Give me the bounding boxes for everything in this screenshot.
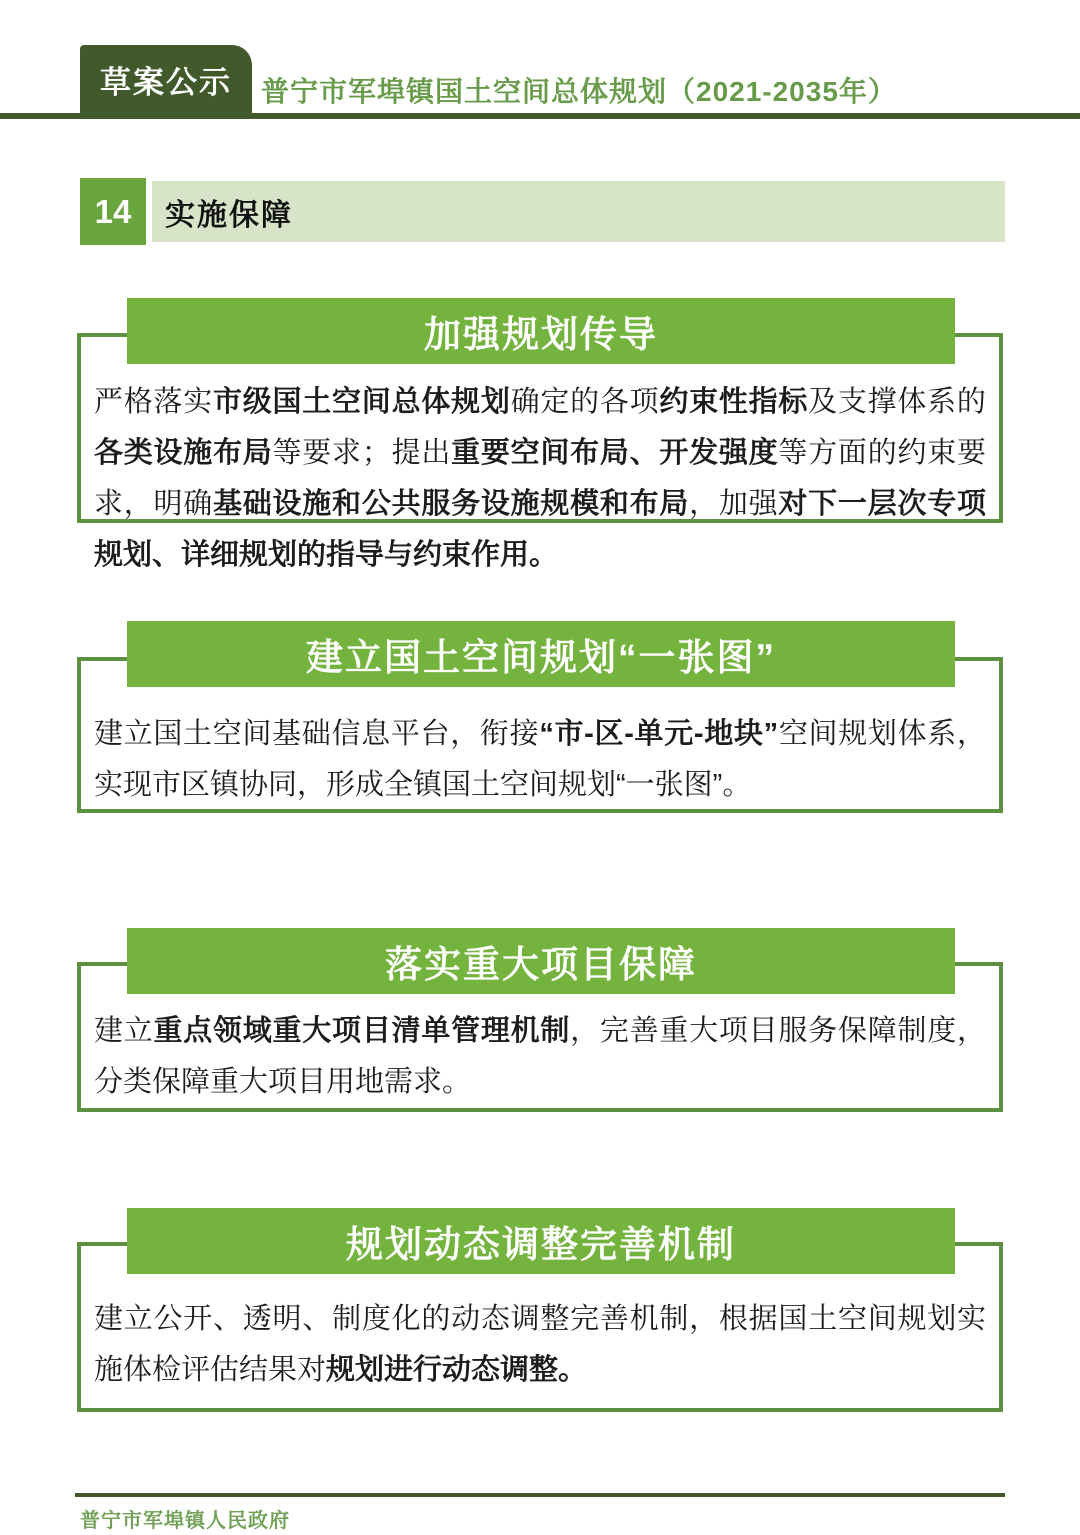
draft-notice-label: 草案公示 — [100, 64, 232, 100]
footer-divider — [75, 1493, 1005, 1497]
card-title: 建立国土空间规划“一张图” — [306, 637, 776, 678]
card-title: 落实重大项目保障 — [385, 944, 697, 985]
card-title-banner — [127, 1208, 955, 1274]
card-title-banner — [127, 621, 955, 687]
card-body-text: 严格落实市级国土空间总体规划确定的各项约束性指标及支撑体系的各类设施布局等要求；提出重要空间布局、开发强度等方面的约束要求，明确基础设施和公共服务设施规模和布局，加强对下一层次专项规划、详细规划的指导与约束作用。 — [94, 386, 986, 571]
card-title: 加强规划传导 — [424, 314, 658, 355]
section-number: 14 — [94, 192, 132, 230]
card-plan-transmission — [0, 298, 1080, 571]
card-title-banner — [127, 928, 955, 994]
card-title-banner — [127, 298, 955, 364]
draft-notice-badge — [80, 45, 252, 113]
header-divider — [0, 113, 1080, 119]
section-number-box — [80, 178, 146, 245]
card-dynamic-adjustment — [0, 1208, 1080, 1412]
card-body-text: 建立重点领域重大项目清单管理机制，完善重大项目服务保障制度，分类保障重大项目用地需求。 — [94, 1015, 986, 1098]
card-major-projects — [0, 928, 1080, 1112]
card-body-text: 建立公开、透明、制度化的动态调整完善机制，根据国土空间规划实施体检评估结果对规划进行动态调整。 — [94, 1303, 986, 1386]
section-title: 实施保障 — [165, 198, 293, 232]
footer-organization: 普宁市军埠镇人民政府 — [80, 1510, 290, 1532]
card-body-text: 建立国土空间基础信息平台，衔接“市-区-单元-地块”空间规划体系，实现市区镇协同，形成全镇国土空间规划“一张图”。 — [94, 718, 986, 801]
card-title: 规划动态调整完善机制 — [346, 1224, 736, 1265]
page-title: 普宁市军埠镇国土空间总体规划（2021-2035年） — [261, 76, 897, 107]
card-one-map — [0, 621, 1080, 813]
section-title-banner — [152, 181, 1005, 242]
